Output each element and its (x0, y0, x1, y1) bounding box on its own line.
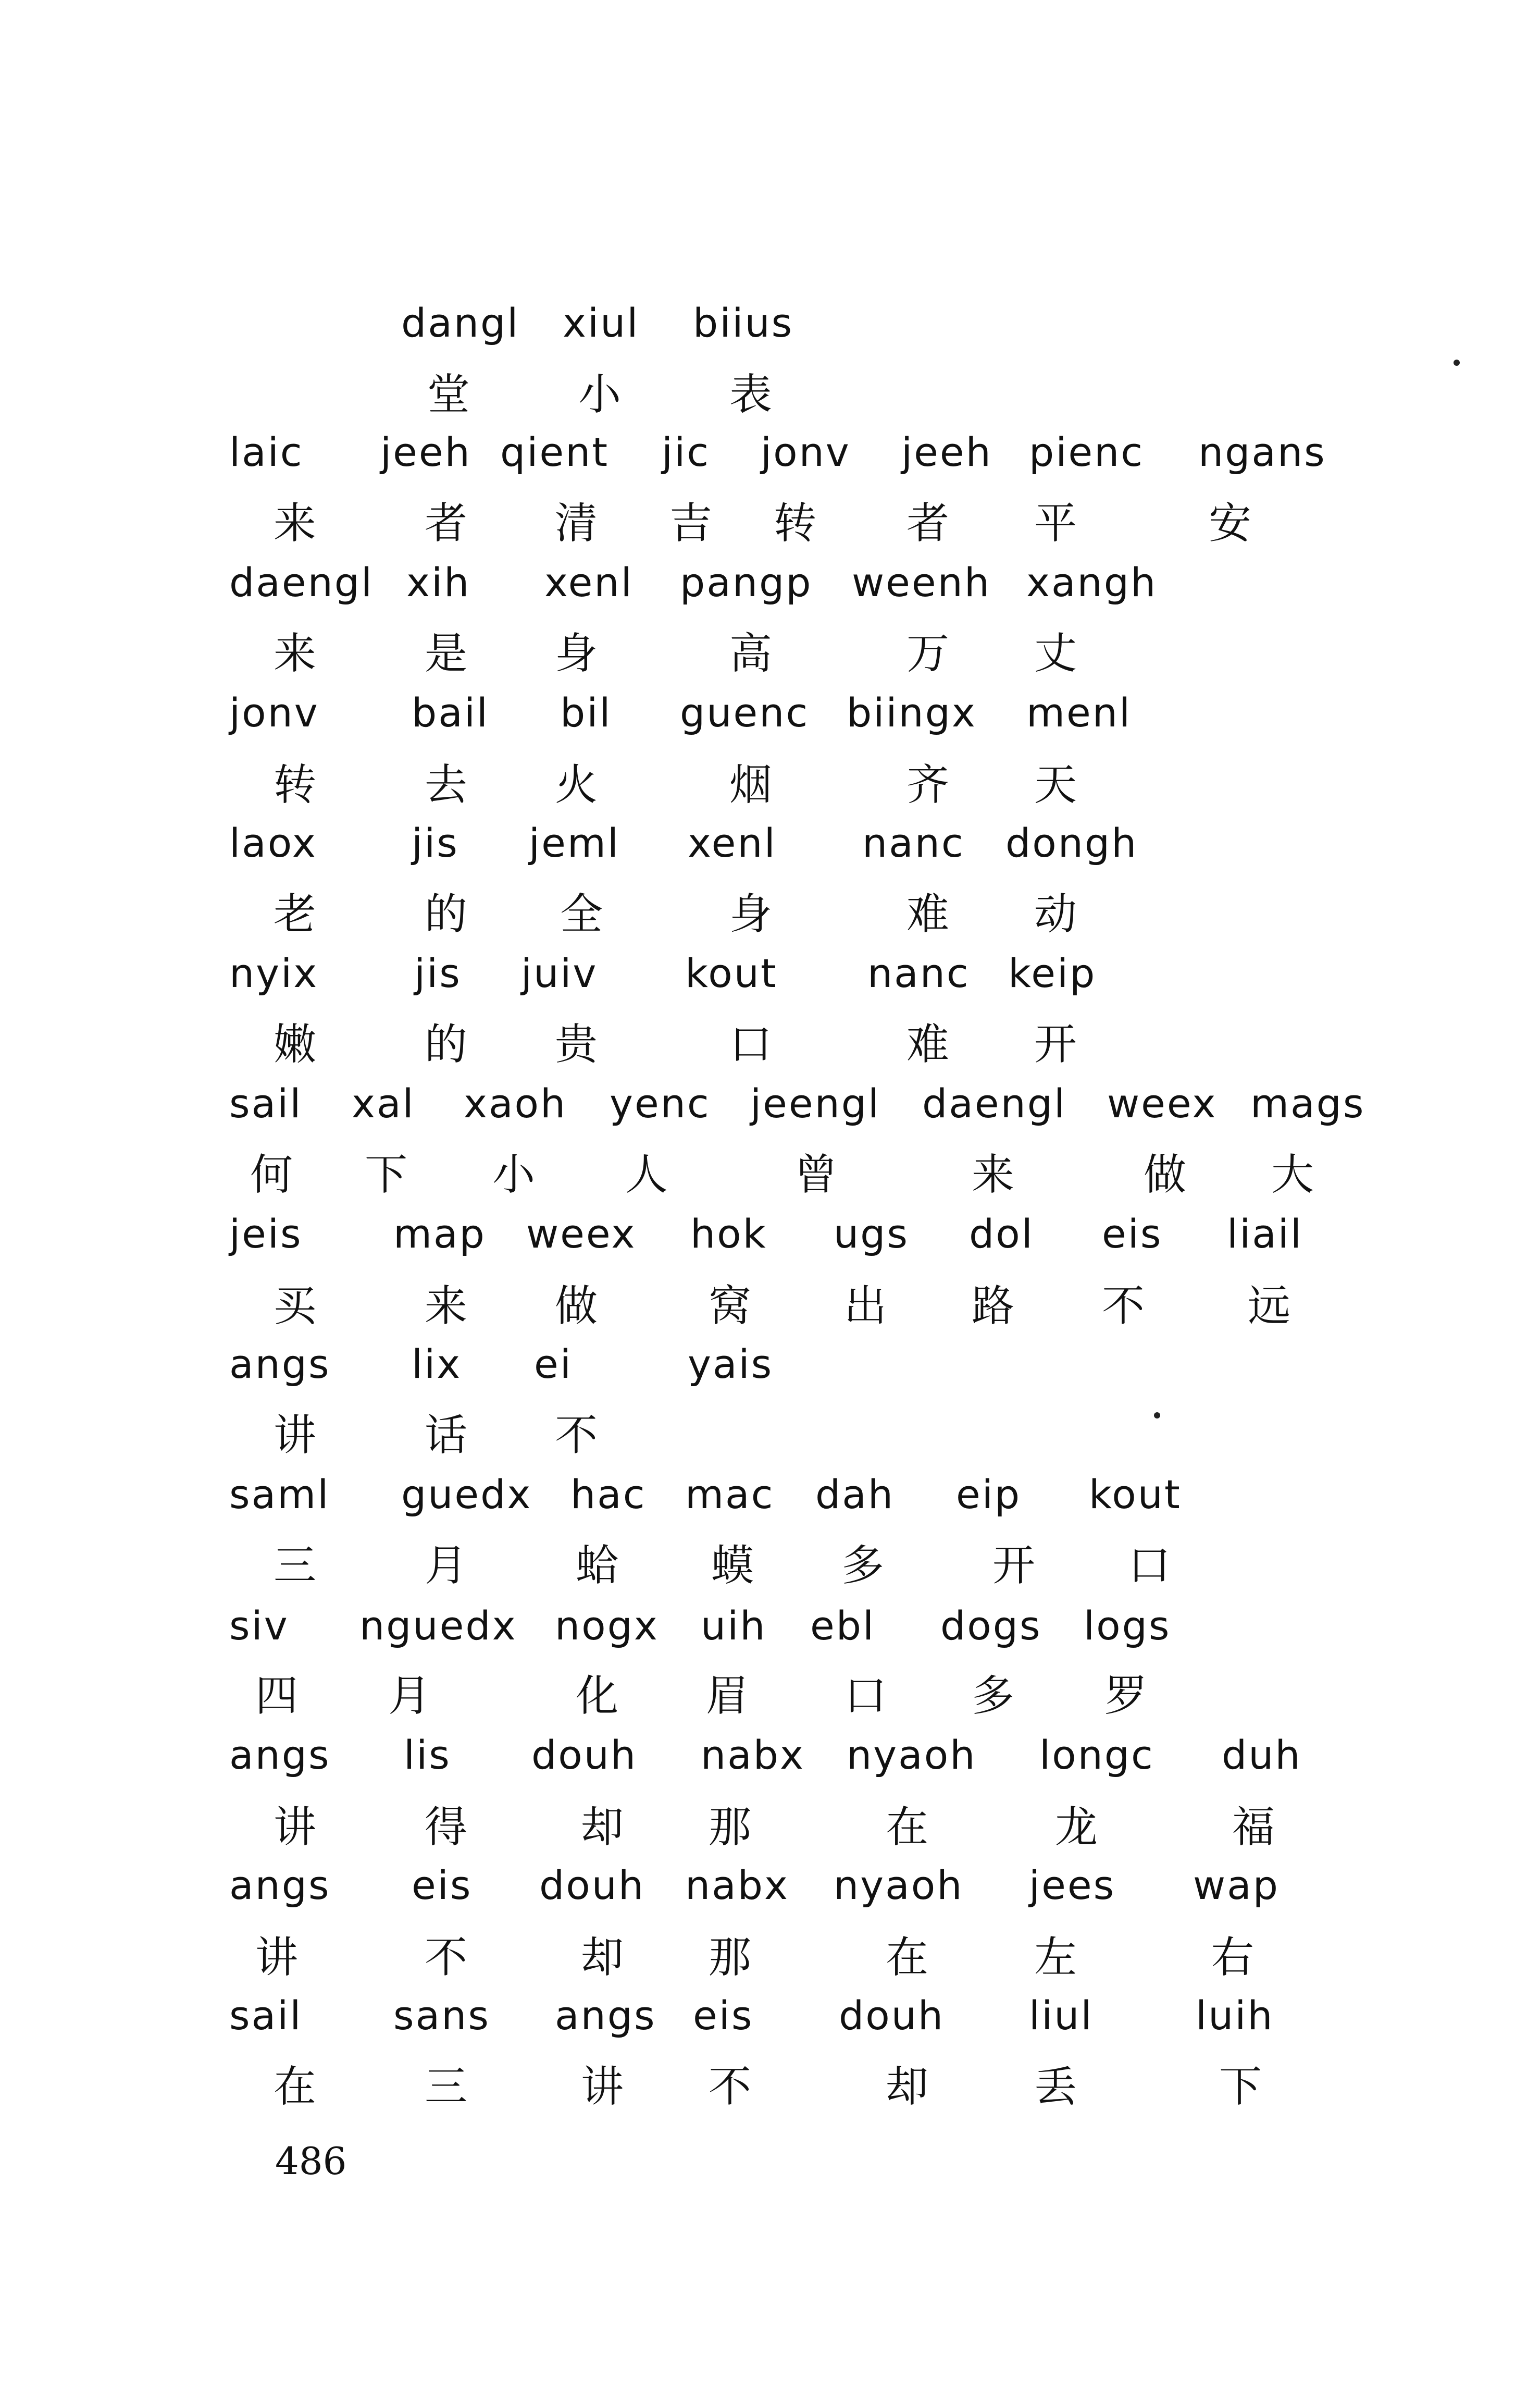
chinese-character: 下 (1219, 2062, 1262, 2112)
chinese-character: 全 (560, 890, 603, 939)
chinese-character: 右 (1211, 1933, 1255, 1982)
chinese-character: 做 (1144, 1150, 1187, 1200)
pinyin-word: laox (229, 820, 317, 866)
chinese-character: 小 (578, 370, 622, 420)
chinese-character: 在 (274, 2062, 317, 2112)
pinyin-word: luih (1196, 1992, 1274, 2039)
chinese-character: 丢 (1034, 2062, 1077, 2112)
pinyin-word: dah (815, 1471, 895, 1518)
chinese-character: 来 (274, 629, 317, 678)
pinyin-word: weenh (852, 559, 991, 606)
pinyin-word: keip (1008, 950, 1097, 996)
chinese-character: 的 (425, 890, 468, 939)
pinyin-word: biingx (847, 689, 977, 736)
pinyin-line (0, 1466, 1540, 1523)
pinyin-word: weex (526, 1211, 637, 1257)
pinyin-word: ebl (810, 1602, 876, 1649)
chinese-character: 不 (555, 1411, 598, 1460)
chinese-character: 清 (555, 499, 598, 548)
chinese-character: 高 (729, 629, 773, 678)
chinese-gloss-line (0, 1278, 1540, 1335)
chinese-character: 平 (1034, 499, 1077, 548)
pinyin-word: douh (531, 1732, 638, 1778)
pinyin-word: uih (701, 1602, 767, 1649)
chinese-character: 开 (992, 1541, 1036, 1590)
chinese-character: 表 (729, 370, 773, 420)
chinese-gloss-line (0, 757, 1540, 814)
pinyin-word: nyix (229, 950, 319, 996)
pinyin-word: sans (393, 1992, 490, 2039)
pinyin-word: xenl (688, 820, 777, 866)
chinese-character: 大 (1271, 1150, 1314, 1200)
chinese-character: 讲 (581, 2062, 624, 2112)
pinyin-word: xenl (544, 559, 634, 606)
pinyin-word: angs (229, 1732, 331, 1778)
pinyin-word: dangl (401, 300, 520, 346)
chinese-character: 难 (906, 1020, 950, 1069)
chinese-character: 窝 (709, 1281, 752, 1331)
chinese-character: 却 (581, 1933, 624, 1982)
pinyin-word: guedx (401, 1471, 532, 1518)
chinese-character: 动 (1034, 890, 1077, 939)
pinyin-word: laic (229, 429, 304, 475)
pinyin-word: liail (1227, 1211, 1303, 1257)
chinese-character: 转 (774, 499, 817, 548)
pinyin-word: ngans (1198, 429, 1326, 475)
chinese-character: 贵 (555, 1020, 598, 1069)
pinyin-line (0, 424, 1540, 481)
chinese-character: 转 (274, 760, 317, 810)
pinyin-word: qient (500, 429, 610, 475)
chinese-character: 身 (729, 890, 773, 939)
pinyin-word: nogx (555, 1602, 659, 1649)
chinese-character: 身 (555, 629, 598, 678)
pinyin-word: kout (1089, 1471, 1182, 1518)
chinese-character: 三 (274, 1541, 317, 1590)
chinese-character: 口 (729, 1020, 773, 1069)
pinyin-word: pienc (1029, 429, 1145, 475)
pinyin-word: nabx (701, 1732, 805, 1778)
chinese-character: 烟 (729, 760, 773, 810)
chinese-character: 得 (425, 1803, 468, 1852)
chinese-character: 眉 (706, 1671, 749, 1721)
pinyin-word: dongh (1005, 820, 1138, 866)
pinyin-word: jis (414, 950, 462, 996)
chinese-character: 福 (1232, 1803, 1275, 1852)
page-number: 486 (275, 2139, 347, 2183)
pinyin-word: nanc (867, 950, 970, 996)
chinese-character: 来 (425, 1281, 468, 1331)
pinyin-word: xih (406, 559, 471, 606)
pinyin-word: nyaoh (847, 1732, 977, 1778)
pinyin-word: yais (688, 1341, 774, 1387)
pinyin-word: pangp (680, 559, 813, 606)
chinese-character: 路 (972, 1281, 1015, 1331)
pinyin-word: daengl (229, 559, 374, 606)
chinese-character: 的 (425, 1020, 468, 1069)
pinyin-word: sail (229, 1080, 303, 1127)
pinyin-word: eis (412, 1862, 473, 1908)
chinese-character: 者 (425, 499, 468, 548)
pinyin-line (0, 1205, 1540, 1263)
pinyin-word: lix (412, 1341, 462, 1387)
pinyin-word: menl (1026, 689, 1132, 736)
chinese-character: 去 (425, 760, 468, 810)
pinyin-word: angs (229, 1341, 331, 1387)
pinyin-word: weex (1107, 1080, 1218, 1127)
chinese-character: 蟆 (711, 1541, 754, 1590)
chinese-character: 难 (906, 890, 950, 939)
chinese-character: 吉 (669, 499, 713, 548)
pinyin-word: douh (839, 1992, 945, 2039)
chinese-gloss-line (0, 1407, 1540, 1464)
pinyin-line (0, 1987, 1540, 2044)
chinese-character: 口 (1128, 1541, 1171, 1590)
chinese-character: 来 (274, 499, 317, 548)
pinyin-word: eip (956, 1471, 1022, 1518)
pinyin-word: wap (1193, 1862, 1280, 1908)
chinese-character: 口 (844, 1671, 887, 1721)
pinyin-word: xal (352, 1080, 415, 1127)
pinyin-word: mags (1250, 1080, 1365, 1127)
pinyin-word: jonv (229, 689, 319, 736)
chinese-character: 讲 (274, 1803, 317, 1852)
chinese-character: 堂 (427, 370, 470, 420)
chinese-character: 那 (709, 1933, 752, 1982)
chinese-character: 左 (1034, 1933, 1077, 1982)
pinyin-line (0, 1336, 1540, 1393)
pinyin-word: ugs (834, 1211, 910, 1257)
chinese-character: 小 (492, 1150, 536, 1200)
chinese-character: 那 (709, 1803, 752, 1852)
pinyin-word: juiv (521, 950, 598, 996)
pinyin-word: jeengl (750, 1080, 881, 1127)
pinyin-word: logs (1084, 1602, 1171, 1649)
pinyin-line (0, 1597, 1540, 1655)
chinese-character: 龙 (1055, 1803, 1098, 1852)
pinyin-word: ei (534, 1341, 573, 1387)
pinyin-word: hac (570, 1471, 647, 1518)
pinyin-word: angs (229, 1862, 331, 1908)
pinyin-word: jonv (761, 429, 851, 475)
pinyin-word: liul (1029, 1992, 1094, 2039)
pinyin-line (0, 1857, 1540, 1914)
pinyin-word: jeeh (380, 429, 471, 475)
chinese-character: 万 (906, 629, 950, 678)
pinyin-line (0, 945, 1540, 1002)
chinese-character: 不 (1102, 1281, 1145, 1331)
chinese-character: 齐 (906, 760, 950, 810)
pinyin-word: yenc (610, 1080, 711, 1127)
pinyin-word: eis (693, 1992, 754, 2039)
pinyin-word: eis (1102, 1211, 1163, 1257)
pinyin-word: jees (1029, 1862, 1116, 1908)
pinyin-word: dogs (940, 1602, 1042, 1649)
pinyin-word: saml (229, 1471, 330, 1518)
chinese-character: 却 (886, 2062, 929, 2112)
pinyin-word: mac (685, 1471, 775, 1518)
pinyin-word: duh (1222, 1732, 1302, 1778)
chinese-gloss-line (0, 1799, 1540, 1856)
print-speck (1454, 360, 1460, 366)
chinese-character: 多 (841, 1541, 885, 1590)
chinese-gloss-line (0, 1537, 1540, 1595)
chinese-character: 化 (576, 1671, 619, 1721)
pinyin-word: nanc (862, 820, 965, 866)
pinyin-word: xangh (1026, 559, 1158, 606)
chinese-character: 曾 (794, 1150, 838, 1200)
chinese-character: 来 (972, 1150, 1015, 1200)
chinese-gloss-line (0, 886, 1540, 943)
pinyin-line (0, 1726, 1540, 1784)
chinese-character: 月 (425, 1541, 468, 1590)
pinyin-word: siv (229, 1602, 289, 1649)
chinese-character: 做 (555, 1281, 598, 1331)
pinyin-word: jic (662, 429, 711, 475)
chinese-gloss-line (0, 2058, 1540, 2116)
pinyin-line (0, 684, 1540, 742)
chinese-character: 人 (625, 1150, 668, 1200)
chinese-character: 四 (255, 1671, 299, 1721)
pinyin-word: guenc (680, 689, 810, 736)
chinese-character: 话 (425, 1411, 468, 1460)
chinese-character: 却 (581, 1803, 624, 1852)
chinese-gloss-line (0, 1929, 1540, 1987)
pinyin-line (0, 815, 1540, 872)
pinyin-word: nyaoh (834, 1862, 964, 1908)
pinyin-word: nguedx (359, 1602, 517, 1649)
pinyin-word: nabx (685, 1862, 789, 1908)
pinyin-word: biius (693, 300, 794, 346)
pinyin-word: jis (412, 820, 459, 866)
chinese-character: 三 (425, 2062, 468, 2112)
chinese-character: 天 (1034, 760, 1077, 810)
pinyin-word: bail (412, 689, 490, 736)
chinese-gloss-line (0, 625, 1540, 683)
pinyin-word: xaoh (464, 1080, 567, 1127)
chinese-character: 火 (555, 760, 598, 810)
pinyin-word: xiul (563, 300, 640, 346)
chinese-character: 出 (844, 1281, 887, 1331)
pinyin-word: hok (690, 1211, 767, 1257)
chinese-character: 老 (274, 890, 317, 939)
chinese-character: 嫩 (274, 1020, 317, 1069)
chinese-character: 在 (886, 1933, 929, 1982)
print-speck (1154, 1412, 1160, 1418)
pinyin-line (0, 1075, 1540, 1132)
pinyin-word: jeeh (901, 429, 992, 475)
chinese-gloss-line (0, 1016, 1540, 1074)
chinese-character: 何 (250, 1150, 293, 1200)
pinyin-word: daengl (922, 1080, 1067, 1127)
chinese-character: 罗 (1104, 1671, 1148, 1721)
chinese-character: 讲 (255, 1933, 299, 1982)
pinyin-word: douh (539, 1862, 645, 1908)
chinese-character: 远 (1248, 1281, 1291, 1331)
chinese-character: 者 (906, 499, 950, 548)
pinyin-word: longc (1039, 1732, 1154, 1778)
chinese-character: 安 (1209, 499, 1252, 548)
chinese-gloss-line (0, 1146, 1540, 1204)
chinese-character: 讲 (274, 1411, 317, 1460)
pinyin-word: lis (404, 1732, 451, 1778)
pinyin-line (0, 554, 1540, 611)
pinyin-word: map (393, 1211, 486, 1257)
pinyin-line (0, 294, 1540, 352)
chinese-character: 蛤 (576, 1541, 619, 1590)
pinyin-word: kout (685, 950, 778, 996)
pinyin-word: sail (229, 1992, 303, 2039)
chinese-gloss-line (0, 1668, 1540, 1725)
chinese-character: 是 (425, 629, 468, 678)
chinese-character: 多 (972, 1671, 1015, 1721)
pinyin-word: bil (560, 689, 612, 736)
chinese-character: 开 (1034, 1020, 1077, 1069)
chinese-character: 买 (274, 1281, 317, 1331)
pinyin-word: jeml (529, 820, 620, 866)
pinyin-word: jeis (229, 1211, 303, 1257)
chinese-character: 在 (886, 1803, 929, 1852)
chinese-character: 不 (709, 2062, 752, 2112)
chinese-character: 丈 (1034, 629, 1077, 678)
chinese-character: 不 (425, 1933, 468, 1982)
chinese-character: 下 (365, 1150, 408, 1200)
chinese-gloss-line (0, 366, 1540, 424)
pinyin-word: angs (555, 1992, 656, 2039)
chinese-gloss-line (0, 495, 1540, 552)
pinyin-word: dol (969, 1211, 1034, 1257)
chinese-character: 月 (388, 1671, 431, 1721)
